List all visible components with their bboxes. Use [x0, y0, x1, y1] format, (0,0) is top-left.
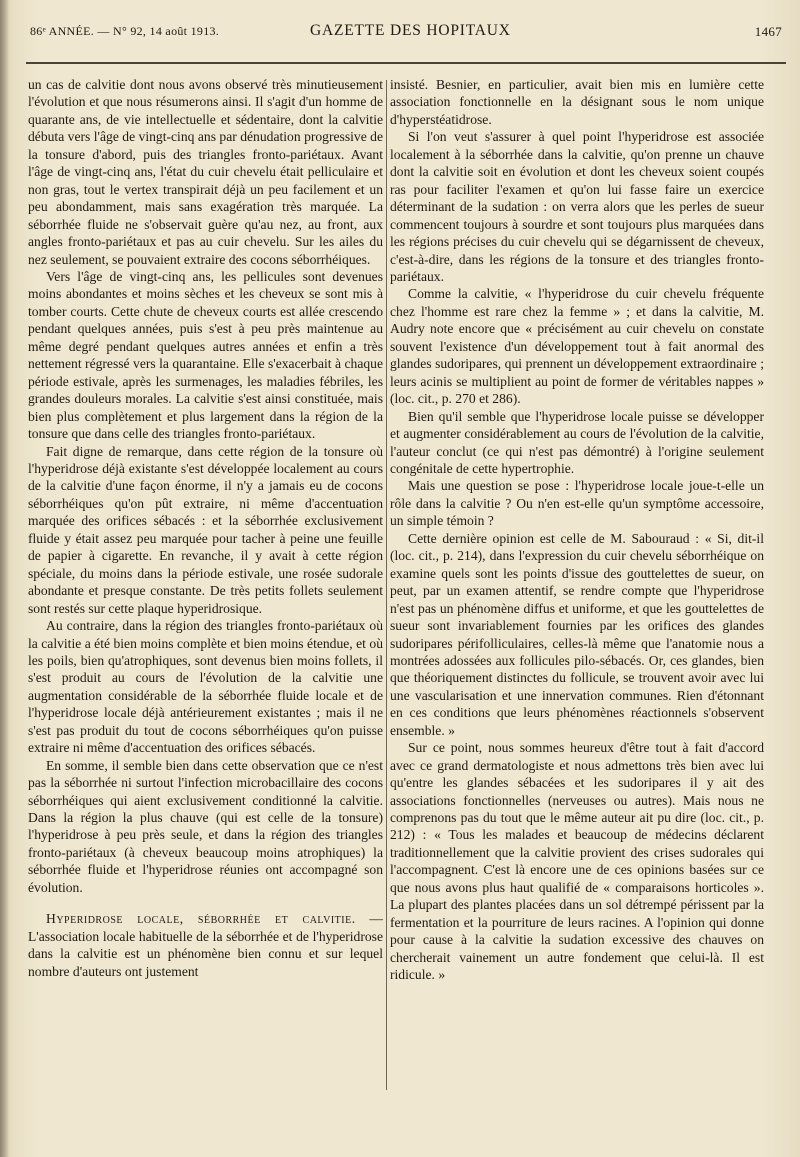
header-rule	[26, 62, 786, 64]
paragraph: Au contraire, dans la région des triangles fronto-pariétaux où la calvitie a été bien moins complète et bien moins étendue, et où les poils, bien qu'atrophiques, sont devenus bien moins follets, il s'est produit au cours de l'évolution de la calvitie une augmentation considérable de la séborrhée fluide locale et de l'hyperidrose locale déjà antérieurement existantes ; mais il ne s'est pas produit du tout de cocons séborrhéiques qu'on puisse extraire ni même d'accentuation des orifices sébacés.	[28, 618, 383, 756]
paragraph: Comme la calvitie, « l'hyperidrose du cuir chevelu fréquente chez l'homme est rare chez la femme » ; et dans la calvitie, M. Audry note encore que « précisément au cuir chevelu on constate souvent l'existence d'un développement tout à fait anormal des glandes sudoripares, qui prennent un développement extraordinaire ; leurs acinis se multiplient au point de former de véritables nappes » (loc. cit., p. 270 et 286).	[390, 286, 764, 407]
section-paragraph	[28, 910, 383, 980]
paragraph: Sur ce point, nous sommes heureux d'être tout à fait d'accord avec ce grand dermatologiste et nous admettons très bien avec lui qu'entre les glandes sébacées et les sudoripares il y ait des associations fonctionnelles (nerveuses ou autres). Mais nous ne comprenons pas du tout que le même auteur ait pu dire (loc. cit., p. 212) : « Tous les malades et beaucoup de médecins déclarent traditionnellement que la calvitie provient des crises sudorales qui l'accompagnent. C'est là encore une de ces opinions basées sur ce que nous avons plus haut qualifié de « comparaisons horticoles ». La plupart des plantes placées dans un sol détrempé périssent par la fermentation et la pourriture de leurs racines. A l'opinion qui donne pour cause à la calvitie la sudation excessive des chauves on chercherait vainement un autre fondement que celui-là. Il est ridicule. »	[390, 740, 764, 983]
paragraph: Fait digne de remarque, dans cette région de la tonsure où l'hyperidrose déjà existante s'est développée localement au cours de la calvitie d'une façon énorme, il n'y a jamais eu de cocons séborrhéiques qu'on pût extraire, ni même d'accentuation marquée des orifices sébacés : et la séborrhée exclusivement fluide y était assez peu marquée pour tacher à peine une feuille de papier à cigarette. En revanche, il y avait à cette région spéciale, du moins dans la période estivale, une rosée sudorale abondante et presque constante. De très petits follets seulement sont restés sur cette plaque hyperidrosique.	[28, 443, 383, 616]
journal-title: GAZETTE DES HOPITAUX	[310, 22, 511, 39]
paragraph: Bien qu'il semble que l'hyperidrose locale puisse se développer et augmenter considérablement au cours de l'évolution de la calvitie, l'auteur conclut (ce qui n'est pas démontré) à l'origine seulement congénitale de cette hypertrophie.	[390, 408, 764, 476]
section-heading: Hyperidrose locale, séborrhée et calvitie.	[46, 911, 356, 927]
paragraph: Cette dernière opinion est celle de M. Sabouraud : « Si, dit-il (loc. cit., p. 214), dans l'expression du cuir chevelu séborrhéique on examine quels sont les points d'issue des gouttelettes de sueur, on peut, par un examen attentif, se rendre compte que l'hyperidrose n'est pas un phénomène diffus et uniforme, et que les gouttelettes de sueur sont invariablement fournies par les orifices des glandes sudoripares périfolliculaires, celles-là même que l'anatomie nous a montrées adossées aux follicules pilo-sébacés. Or, ces glandes, bien que théoriquement distinctes du follicule, se trouvent avoir avec lui une vascularisation et une innervation communes. Rien d'étonnant en ces conditions que leurs phénomènes réactionnels s'observent ensemble. »	[390, 530, 764, 738]
column-divider	[386, 80, 387, 1090]
page-header	[20, 22, 786, 46]
right-column	[390, 76, 764, 984]
paragraph: En somme, il semble bien dans cette observation que ce n'est pas la séborrhée ni surtout l'infection microbacillaire des cocons séborrhéiques qui aient exclusivement conditionné la calvitie. Dans la région la plus chauve (qui est celle de la tonsure) l'hyperidrose à peu près seule, et dans la région des triangles fronto-pariétaux (à cheveux beaucoup moins atrophiques) la séborrhée fluide et l'hyperidrose réunies ont accompagné son évolution.	[28, 757, 383, 895]
left-column	[28, 76, 383, 980]
page-number: 1467	[754, 24, 782, 39]
paragraph: un cas de calvitie dont nous avons observé très minutieusement l'évolution et que nous résumerons ainsi. Il s'agit d'un homme de quarante ans, de vie intellectuelle et sédentaire, dont la calvitie débuta vers l'âge de vingt-cinq ans par dénudation progressive de la tonsure d'abord, puis des triangles fronto-pariétaux. Avant l'âge de vingt-cinq ans, l'état du cuir chevelu était pelliculaire et non gras, tout le vertex transpirait déjà un peu facilement et un peu abondamment, mais sans exagération très marquée. La séborrhée fluide ne s'observait guère qu'au nez, au front, aux angles fronto-pariétaux et pas au cuir chevelu. Sur les ailes du nez seulement, se pouvaient extraire des cocons séborrhéiques.	[28, 77, 383, 267]
issue-info: 86ᵉ ANNÉE. — N° 92, 14 août 1913.	[30, 24, 220, 38]
section-text: — L'association locale habituelle de la séborrhée et de l'hyperidrose dans la calvitie est un phénomène bien connu et sur lequel nombre d'auteurs ont justement	[28, 911, 383, 979]
paragraph: Mais une question se pose : l'hyperidrose locale joue-t-elle un rôle dans la calvitie ? Ou n'en est-elle qu'un symptôme accessoire, un simple témoin ?	[390, 478, 764, 529]
page-spine-shadow	[0, 0, 9, 1157]
paragraph: insisté. Besnier, en particulier, avait bien mis en lumière cette association fonctionnelle en la désignant sous le nom unique d'hyperstéatidrose.	[390, 77, 764, 127]
paragraph: Si l'on veut s'assurer à quel point l'hyperidrose est associée localement à la séborrhée dans la calvitie, qu'on prenne un chauve dont la calvitie soit en évolution et dont les cheveux soient coupés ras pour faciliter l'examen et qu'on lui fasse faire un exercice déterminant de la sudation : on verra alors que les perles de sueur commencent toujours à sourdre et sont toujours plus marquées dans les régions précises du cuir chevelu qui se dégarnissent de cheveux, c'est-à-dire, dans les régions de la tonsure et des triangles fronto-pariétaux.	[390, 129, 764, 284]
paragraph: Vers l'âge de vingt-cinq ans, les pellicules sont devenues moins abondantes et moins sèches et les cheveux se sont mis à tomber courts. Cette chute de cheveux courts est allée crescendo pendant quelques années, puis s'est à peu près maintenue au même degré pendant quelques autres années et enfin a très nettement régressé vers la quarantaine. Elle s'exacerbait à chaque période estivale, après les surmenages, les maladies fébriles, les grandes douleurs morales. La calvitie s'est ainsi constituée, mais bien plus complètement et plus largement dans la région de la tonsure que dans celle des triangles fronto-pariétaux.	[28, 268, 383, 442]
